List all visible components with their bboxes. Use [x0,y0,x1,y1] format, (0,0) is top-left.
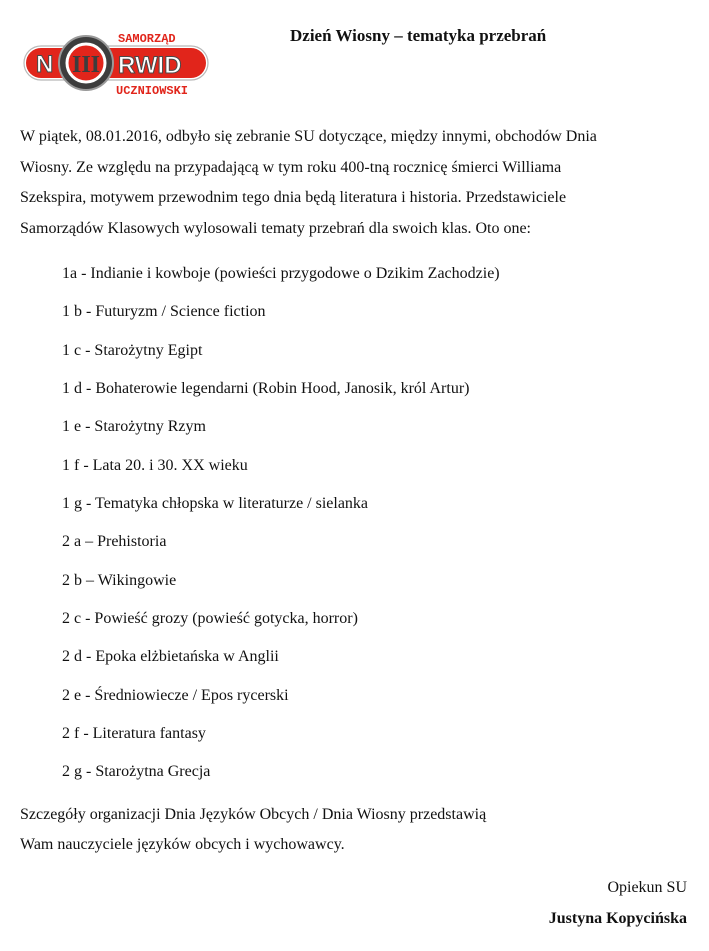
logo-letter-n: N [36,51,54,78]
theme-item: 2 d - Epoka elżbietańska w Anglii [62,648,279,666]
outro-line: Szczegóły organizacji Dnia Języków Obcych / Dnia Wiosny przedstawią [20,806,487,823]
theme-item: 2 b – Wikingowie [62,571,177,589]
intro-line: Samorządów Klasowych wylosowali tematy przebrań dla swoich klas. Oto one: [20,219,531,237]
intro-line: W piątek, 08.01.2016, odbyło się zebranie SU dotyczące, między innymi, obchodów Dnia [20,128,597,145]
document-title: Dzień Wiosny – tematyka przebrań [290,26,547,45]
theme-item: 1 e - Starożytny Rzym [62,418,206,436]
intro-line: Szekspira, motywem przewodnim tego dnia będą literatura i historia. Przedstawiciele [20,189,567,206]
logo-text-samorzad: SAMORZĄD [118,32,176,46]
theme-item: 1 d - Bohaterowie legendarni (Robin Hood, Janosik, król Artur) [62,380,470,398]
intro-line: Wiosny. Ze względu na przypadającą w tym roku 400-tną rocznicę śmierci Williama [20,158,562,176]
theme-item: 2 g - Starożytna Grecja [62,763,211,781]
su-norwid-logo [18,30,213,100]
theme-item: 2 a – Prehistoria [62,533,167,551]
theme-item: 2 f - Literatura fantasy [62,725,206,743]
theme-item: 2 e - Średniowiecze / Epos rycerski [62,686,289,704]
theme-item: 1 f - Lata 20. i 30. XX wieku [62,456,248,474]
signature-role: Opiekun SU [607,879,687,896]
signature-name: Justyna Kopycińska [548,910,687,927]
theme-item: 2 c - Powieść grozy (powieść gotycka, horror) [62,610,358,628]
outro-paragraph [20,800,486,860]
theme-item: 1 c - Starożytny Egipt [62,341,203,359]
theme-item: 1 b - Futuryzm / Science fiction [62,303,266,321]
theme-item: 1a - Indianie i kowboje (powieści przygodowe o Dzikim Zachodzie) [62,265,500,282]
theme-item: 1 g - Tematyka chłopska w literaturze / sielanka [62,495,369,513]
logo-text-rwid: RWID [118,52,182,79]
logo-roman-numeral: III [71,52,101,78]
themes-list [62,262,500,799]
logo-text-uczniowski: UCZNIOWSKI [116,84,189,98]
outro-line: Wam nauczyciele języków obcych i wychowawcy. [20,836,345,853]
intro-paragraph [20,122,680,244]
